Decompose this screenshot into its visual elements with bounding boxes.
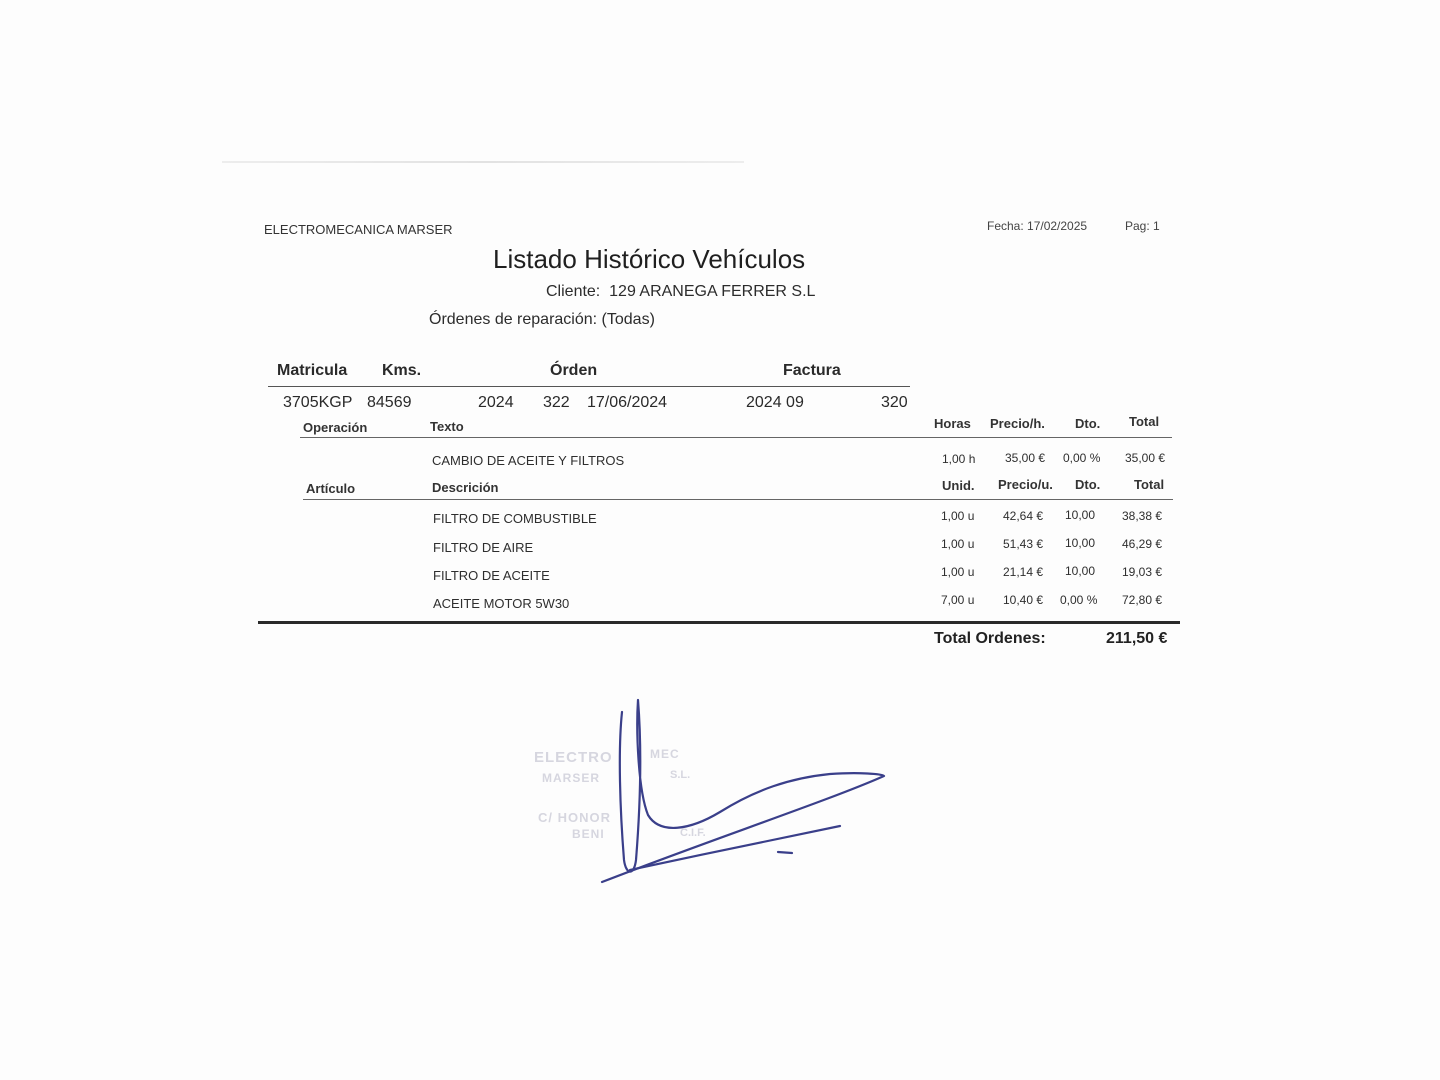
op-col-total: Total xyxy=(1129,414,1160,429)
report-title: Listado Histórico Vehículos xyxy=(493,244,806,274)
art-header-rule xyxy=(303,499,1173,500)
op-text: CAMBIO DE ACEITE Y FILTROS xyxy=(432,453,625,468)
vehicle-kms: 84569 xyxy=(367,394,412,411)
article-price: 51,43 € xyxy=(1003,537,1044,551)
header-rule xyxy=(268,386,910,387)
op-price: 35,00 € xyxy=(1005,451,1046,465)
svg-text:BENI: BENI xyxy=(572,827,605,841)
total-orders-value: 211,50 € xyxy=(1106,630,1168,647)
art-col-articulo: Artículo xyxy=(306,481,356,496)
svg-text:C.I.F.: C.I.F. xyxy=(680,827,706,839)
article-total: 19,03 € xyxy=(1122,565,1163,579)
article-total: 38,38 € xyxy=(1122,509,1163,523)
article-units: 7,00 u xyxy=(941,593,975,607)
op-header-rule xyxy=(300,437,1172,438)
art-col-descripcion: Descrición xyxy=(432,480,499,495)
op-col-texto: Texto xyxy=(430,419,464,434)
op-col-precio: Precio/h. xyxy=(990,416,1045,431)
art-col-dto: Dto. xyxy=(1075,477,1101,492)
order-number: 322 xyxy=(543,394,570,411)
article-units: 1,00 u xyxy=(941,537,975,551)
svg-text:MARSER: MARSER xyxy=(542,771,601,785)
col-kms: Kms. xyxy=(382,362,422,379)
article-units: 1,00 u xyxy=(941,509,975,523)
article-price: 42,64 € xyxy=(1003,509,1044,523)
article-desc: FILTRO DE COMBUSTIBLE xyxy=(433,511,597,526)
invoice-year: 2024 09 xyxy=(746,394,804,411)
article-price: 10,40 € xyxy=(1003,593,1044,607)
op-col-horas: Horas xyxy=(934,416,971,431)
op-col-dto: Dto. xyxy=(1075,416,1101,431)
total-rule xyxy=(258,621,1180,624)
art-col-unid: Unid. xyxy=(942,478,975,493)
svg-text:MEC: MEC xyxy=(650,747,680,761)
col-factura: Factura xyxy=(783,362,841,379)
article-desc: FILTRO DE ACEITE xyxy=(433,568,550,583)
signature xyxy=(590,690,900,890)
art-col-total: Total xyxy=(1134,477,1165,492)
article-discount: 10,00 xyxy=(1065,508,1096,522)
total-orders-label: Total Ordenes: xyxy=(934,630,1046,647)
vehicle-plate: 3705KGP xyxy=(283,394,353,411)
orders-filter: Órdenes de reparación: (Todas) xyxy=(429,311,655,328)
article-desc: ACEITE MOTOR 5W30 xyxy=(433,596,570,611)
article-total: 46,29 € xyxy=(1122,537,1163,551)
order-year: 2024 xyxy=(478,394,514,411)
invoice-number: 320 xyxy=(881,394,908,411)
article-desc: FILTRO DE AIRE xyxy=(433,540,534,555)
client-label: Cliente: xyxy=(546,283,601,300)
article-units: 1,00 u xyxy=(941,565,975,579)
page-number: Pag: 1 xyxy=(1125,219,1160,233)
op-hours: 1,00 h xyxy=(942,452,976,466)
article-total: 72,80 € xyxy=(1122,593,1163,607)
article-discount: 10,00 xyxy=(1065,536,1096,550)
report-date: Fecha: 17/02/2025 xyxy=(987,219,1088,233)
op-col-operacion: Operación xyxy=(303,420,368,435)
order-date: 17/06/2024 xyxy=(587,394,668,411)
svg-text:ELECTRO: ELECTRO xyxy=(534,749,613,766)
client-line xyxy=(546,283,815,301)
art-col-precio: Precio/u. xyxy=(998,477,1053,492)
col-orden: Órden xyxy=(550,362,598,379)
client-value: 129 ARANEGA FERRER S.L xyxy=(609,283,816,300)
op-total: 35,00 € xyxy=(1125,451,1166,465)
article-price: 21,14 € xyxy=(1003,565,1044,579)
article-discount: 0,00 % xyxy=(1060,593,1098,607)
op-discount: 0,00 % xyxy=(1063,451,1101,465)
article-discount: 10,00 xyxy=(1065,564,1096,578)
svg-text:C/ HONOR: C/ HONOR xyxy=(538,810,611,825)
svg-text:S.L.: S.L. xyxy=(670,769,691,781)
company-name: ELECTROMECANICA MARSER xyxy=(264,222,453,237)
scan-artifact-line xyxy=(222,161,744,163)
col-matricula: Matricula xyxy=(277,362,348,379)
